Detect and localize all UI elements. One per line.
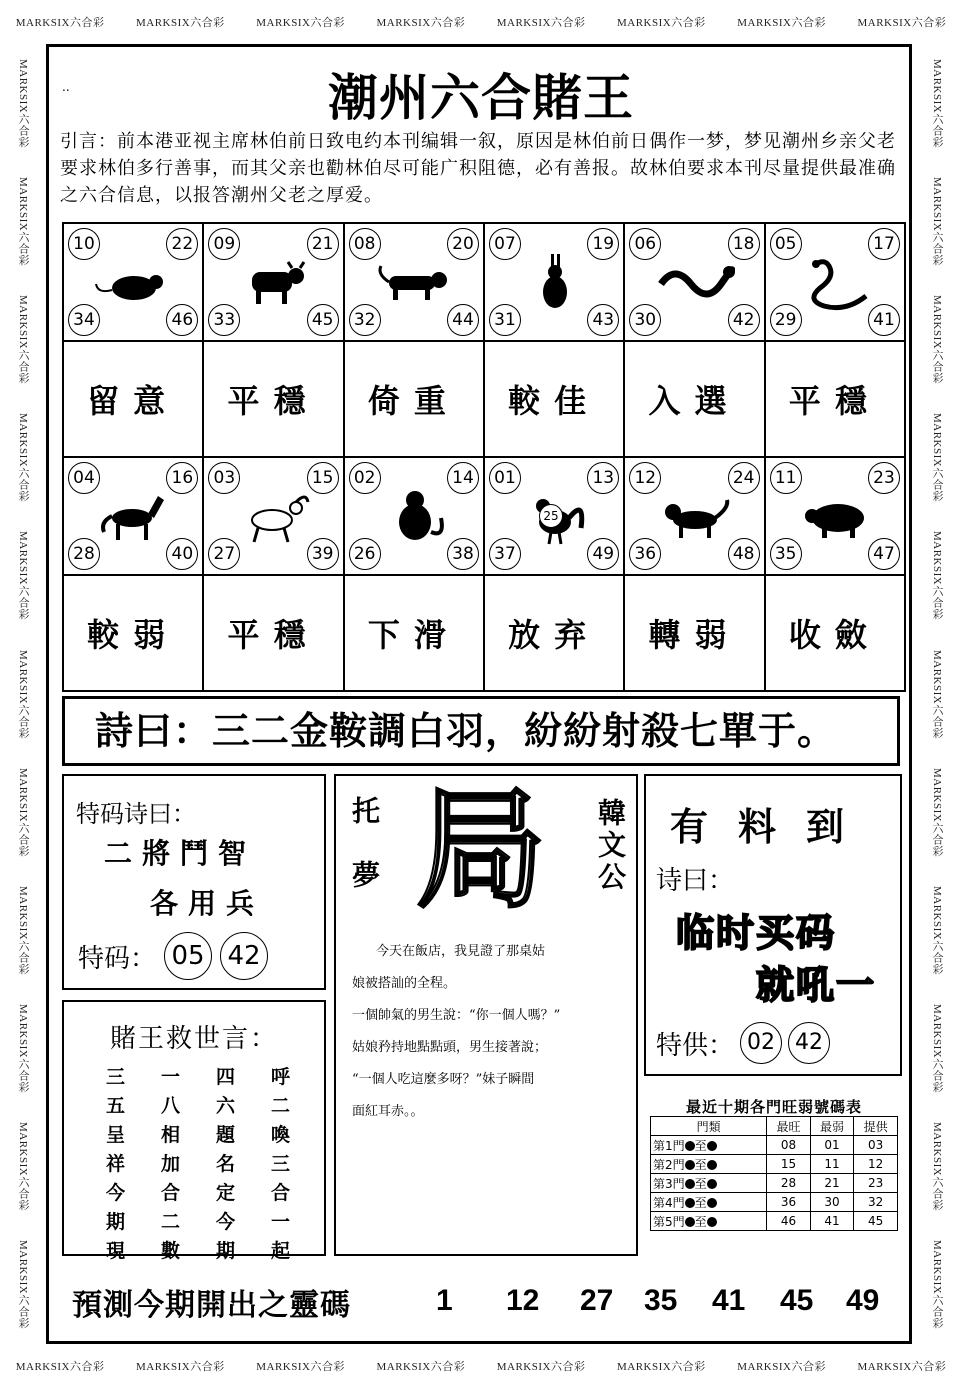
zodiac-cell [344, 457, 484, 575]
saying-char: 祥 [105, 1153, 125, 1175]
zodiac-number: 11 [770, 462, 802, 494]
zodiac-number: 40 [166, 538, 198, 570]
ball-icon [707, 1217, 717, 1227]
saying-char: 名 [215, 1153, 235, 1175]
zodiac-number: 30 [629, 304, 661, 336]
special-code-line2: 各用兵 [150, 887, 265, 920]
stats-door-label: 第1門 [653, 1138, 685, 1153]
table-row [651, 1212, 898, 1231]
border-label: MARKSIX六合彩 [931, 58, 943, 148]
special-code-label: 特码： [78, 943, 157, 974]
zodiac-number: 36 [629, 538, 661, 570]
zodiac-number: 25 [539, 504, 563, 528]
zodiac-number: 24 [728, 462, 760, 494]
stats-door-label: 第5門 [653, 1214, 685, 1229]
table-row [651, 1155, 898, 1174]
saying-char: 加 [160, 1153, 180, 1175]
zodiac-number: 04 [68, 462, 100, 494]
stats-range: 至 [694, 1138, 707, 1153]
zodiac-number: 44 [447, 304, 479, 336]
goat-icon [234, 488, 314, 548]
zodiac-number: 33 [208, 304, 240, 336]
stats-hi: 36 [767, 1193, 811, 1212]
stats-table [650, 1116, 898, 1231]
special-code-box [62, 774, 326, 990]
stats-range: 至 [694, 1157, 707, 1172]
tiger-icon [375, 254, 455, 314]
border-label: MARKSIX六合彩 [15, 1361, 105, 1373]
saying-char: 今 [105, 1182, 125, 1204]
border-label: MARKSIX六合彩 [931, 1240, 943, 1330]
zodiac-status: 平穩 [765, 341, 905, 457]
zodiac-status: 較弱 [63, 575, 203, 691]
zodiac-status: 入選 [624, 341, 764, 457]
saying-char: 六 [215, 1095, 235, 1117]
border-label: MARKSIX六合彩 [931, 531, 943, 621]
stats-header: 最旺 [767, 1117, 811, 1136]
border-top [0, 0, 962, 44]
saying-char: 呈 [105, 1124, 125, 1146]
saying-char: 八 [160, 1095, 180, 1117]
border-label: MARKSIX六合彩 [931, 176, 943, 266]
stats-lo: 21 [810, 1174, 854, 1193]
dog-icon [655, 488, 735, 548]
ball-icon [707, 1160, 717, 1170]
stats-header: 門類 [651, 1117, 767, 1136]
ball-icon [685, 1160, 695, 1170]
zodiac-cell [203, 223, 343, 341]
border-label: MARKSIX六合彩 [931, 413, 943, 502]
border-label: MARKSIX六合彩 [17, 1004, 29, 1093]
border-label: MARKSIX六合彩 [737, 17, 826, 29]
stats-lo: 30 [810, 1193, 854, 1212]
zodiac-cell [63, 223, 203, 341]
border-label: MARKSIX六合彩 [17, 531, 29, 621]
special-code-heading: 特码诗曰： [76, 800, 196, 828]
border-label: MARKSIX六合彩 [737, 1361, 826, 1373]
border-label: MARKSIX六合彩 [256, 17, 345, 29]
border-left [0, 44, 46, 1344]
saying-char: 數 [160, 1240, 180, 1262]
story-line: 面紅耳赤。。 [352, 1104, 424, 1119]
stats-range: 至 [694, 1214, 707, 1229]
tips-num: 42 [788, 1022, 830, 1064]
stats-hi: 08 [767, 1136, 811, 1155]
snake-icon [796, 254, 876, 314]
zodiac-number: 13 [587, 462, 619, 494]
predict-number: 49 [846, 1284, 880, 1317]
saying-char: 呼 [270, 1066, 290, 1088]
zodiac-number: 48 [728, 538, 760, 570]
stats-door [651, 1193, 767, 1212]
saying-char: 合 [160, 1182, 180, 1204]
border-label: MARKSIX六合彩 [617, 17, 706, 29]
border-label: MARKSIX六合彩 [136, 17, 225, 29]
zodiac-number: 02 [349, 462, 381, 494]
saying-char: 現 [105, 1240, 125, 1262]
zodiac-number: 21 [307, 228, 339, 260]
zodiac-number: 46 [166, 304, 198, 336]
ball-icon [707, 1179, 717, 1189]
border-label: MARKSIX六合彩 [931, 1122, 943, 1211]
pig-icon [796, 488, 876, 548]
zodiac-number: 49 [587, 538, 619, 570]
zodiac-cell [765, 457, 905, 575]
zodiac-cell [765, 223, 905, 341]
zodiac-number: 31 [489, 304, 521, 336]
stats-door-label: 第4門 [653, 1195, 685, 1210]
saying-char: 四 [215, 1066, 235, 1088]
predict-number: 1 [436, 1284, 453, 1317]
tips-box [644, 774, 902, 1076]
border-label: MARKSIX六合彩 [376, 1361, 466, 1373]
ox-icon [234, 254, 314, 314]
zodiac-number: 22 [166, 228, 198, 260]
stats-hi: 15 [767, 1155, 811, 1174]
zodiac-status: 倚重 [344, 341, 484, 457]
border-label: MARKSIX六合彩 [17, 58, 29, 148]
gambler-saying-box [62, 1000, 326, 1262]
saying-char: 三 [270, 1153, 290, 1175]
poem-banner: 詩曰：三二金鞍調白羽，紛紛射殺七單于。 [62, 696, 900, 766]
tips-label: 特供： [656, 1030, 735, 1061]
border-label: MARKSIX六合彩 [256, 1361, 345, 1373]
zodiac-number: 38 [447, 538, 479, 570]
saying-char: 相 [160, 1124, 180, 1146]
predict-number: 41 [712, 1284, 746, 1317]
stats-title: 最近十期各門旺弱號碼表 [685, 1098, 862, 1116]
table-row [651, 1174, 898, 1193]
border-label: MARKSIX六合彩 [931, 767, 943, 857]
tips-poem-label: 诗曰： [656, 866, 735, 896]
zodiac-number: 15 [307, 462, 339, 494]
ball-icon [685, 1198, 695, 1208]
gambler-saying-heading: 賭王救世言： [110, 1024, 279, 1054]
zodiac-status: 下滑 [344, 575, 484, 691]
tips-line1: 临时买码 [676, 911, 837, 955]
tips-num: 02 [740, 1022, 782, 1064]
border-label: MARKSIX六合彩 [17, 295, 29, 384]
saying-char: 五 [105, 1095, 125, 1117]
zodiac-status: 平穩 [203, 575, 343, 691]
stats-header: 最弱 [810, 1117, 854, 1136]
zodiac-number: 26 [349, 538, 381, 570]
saying-char: 起 [270, 1240, 290, 1262]
saying-char: 二 [270, 1095, 290, 1117]
stats-door [651, 1155, 767, 1174]
intro-text: 引言：前本港亚视主席林伯前日致电约本刊编辑一叙，原因是林伯前日偶作一梦，梦见潮州乡亲父老要求林伯多行善事，而其父亲也勸林伯尽可能广积阻德，必有善报。故林伯要求本刊尽量提供最准确之六合信息，以报答潮州父老之厚爱。 [60, 131, 896, 206]
stats-hi: 28 [767, 1174, 811, 1193]
border-label: MARKSIX六合彩 [931, 649, 943, 739]
zodiac-number: 17 [868, 228, 900, 260]
border-label: MARKSIX六合彩 [15, 17, 105, 29]
border-label: MARKSIX六合彩 [931, 1004, 943, 1093]
border-label: MARKSIX六合彩 [17, 1122, 29, 1211]
saying-char: 題 [215, 1124, 235, 1146]
stats-range: 至 [694, 1176, 707, 1191]
zodiac-number: 09 [208, 228, 240, 260]
rat-icon [94, 254, 174, 314]
zodiac-number: 39 [307, 538, 339, 570]
zodiac-status: 收斂 [765, 575, 905, 691]
border-label: MARKSIX六合彩 [931, 295, 943, 384]
tips-heading: 有料到 [670, 805, 875, 849]
zodiac-number: 14 [447, 462, 479, 494]
stats-give: 23 [854, 1174, 898, 1193]
ball-icon [707, 1198, 717, 1208]
zodiac-number: 03 [208, 462, 240, 494]
ball-icon [685, 1179, 695, 1189]
dragon-icon [655, 254, 735, 314]
zodiac-number: 32 [349, 304, 381, 336]
zodiac-cell [484, 223, 624, 341]
stats-give: 03 [854, 1136, 898, 1155]
border-label: MARKSIX六合彩 [931, 885, 943, 975]
stats-lo: 01 [810, 1136, 854, 1155]
zodiac-table [62, 222, 906, 692]
story-line: 今天在飯店，我見證了那桌姑 [376, 944, 546, 959]
ball-icon [685, 1217, 695, 1227]
story-line: 娘被搭訕的全程。 [352, 976, 457, 991]
predict-number: 45 [780, 1284, 814, 1317]
zodiac-number: 27 [208, 538, 240, 570]
zodiac-number: 34 [68, 304, 100, 336]
zodiac-number: 12 [629, 462, 661, 494]
special-code-num: 05 [164, 932, 212, 980]
zodiac-number: 01 [489, 462, 521, 494]
predict-number: 27 [580, 1284, 614, 1317]
stats-lo: 11 [810, 1155, 854, 1174]
saying-char: 期 [105, 1211, 125, 1233]
ball-icon [707, 1141, 717, 1151]
saying-char: 合 [270, 1182, 290, 1204]
story-line: 姑娘矜持地點點頭，男生接著說； [352, 1040, 548, 1055]
zodiac-number: 41 [868, 304, 900, 336]
saying-char: 一 [160, 1066, 180, 1088]
border-right [912, 44, 962, 1344]
zodiac-number: 16 [166, 462, 198, 494]
zodiac-number: 19 [587, 228, 619, 260]
zodiac-status: 轉弱 [624, 575, 764, 691]
zodiac-number: 10 [68, 228, 100, 260]
zodiac-cell [624, 223, 764, 341]
zodiac-status: 留意 [63, 341, 203, 457]
stats-door-label: 第3門 [653, 1176, 685, 1191]
stats-header: 提供 [854, 1117, 898, 1136]
zodiac-number: 18 [728, 228, 760, 260]
zodiac-number: 35 [770, 538, 802, 570]
dream-big-char: 局 [416, 774, 547, 926]
table-row [651, 1136, 898, 1155]
border-label: MARKSIX六合彩 [17, 176, 29, 266]
border-bottom [0, 1344, 962, 1388]
saying-grid [88, 1062, 308, 1263]
stats-lo: 41 [810, 1212, 854, 1231]
saying-char: 期 [215, 1240, 235, 1262]
zodiac-number: 47 [868, 538, 900, 570]
saying-char: 一 [270, 1211, 290, 1233]
border-label: MARKSIX六合彩 [857, 17, 947, 29]
dream-right-label: 韓文公 [594, 798, 627, 894]
ball-icon [685, 1141, 695, 1151]
zodiac-number: 23 [868, 462, 900, 494]
zodiac-number: 43 [587, 304, 619, 336]
stats-door [651, 1212, 767, 1231]
zodiac-number: 06 [629, 228, 661, 260]
saying-char: 喚 [270, 1124, 290, 1146]
saying-char: 定 [215, 1182, 235, 1204]
story-line: 一個帥氣的男生說：“你一個人嗎？” [352, 1008, 561, 1023]
story-line: “一個人吃這麼多呀？”妹子瞬間 [352, 1072, 535, 1087]
saying-char: 今 [215, 1211, 235, 1233]
zodiac-cell [203, 457, 343, 575]
border-label: MARKSIX六合彩 [136, 1361, 225, 1373]
zodiac-number: 05 [770, 228, 802, 260]
border-label: MARKSIX六合彩 [376, 17, 466, 29]
tips-line2: 就吼一 [756, 963, 877, 1007]
border-label: MARKSIX六合彩 [17, 885, 29, 975]
page-title: 潮州六合賭王 [328, 68, 634, 127]
dots: .. [62, 80, 70, 94]
zodiac-number: 29 [770, 304, 802, 336]
dream-box [334, 774, 638, 1256]
border-label: MARKSIX六合彩 [17, 413, 29, 502]
special-code-num: 42 [220, 932, 268, 980]
zodiac-number: 42 [728, 304, 760, 336]
dream-story [352, 936, 560, 1128]
stats-door [651, 1136, 767, 1155]
zodiac-number: 45 [307, 304, 339, 336]
border-label: MARKSIX六合彩 [17, 649, 29, 739]
zodiac-number: 20 [447, 228, 479, 260]
stats-door [651, 1174, 767, 1193]
border-label: MARKSIX六合彩 [496, 17, 586, 29]
zodiac-status: 放弃 [484, 575, 624, 691]
saying-char: 三 [105, 1066, 125, 1088]
zodiac-cell [484, 457, 624, 575]
zodiac-cell [624, 457, 764, 575]
border-label: MARKSIX六合彩 [496, 1361, 586, 1373]
table-row [651, 1193, 898, 1212]
border-label: MARKSIX六合彩 [17, 1240, 29, 1330]
zodiac-number: 08 [349, 228, 381, 260]
monkey-icon [375, 488, 455, 548]
zodiac-cell [63, 457, 203, 575]
stats-hi: 46 [767, 1212, 811, 1231]
border-label: MARKSIX六合彩 [617, 1361, 706, 1373]
predict-number: 35 [644, 1284, 678, 1317]
stats-range: 至 [694, 1195, 707, 1210]
predict-label: 預測今期開出之靈碼 [72, 1288, 351, 1323]
border-label: MARKSIX六合彩 [857, 1361, 947, 1373]
zodiac-number: 37 [489, 538, 521, 570]
special-code-line1: 二將鬥智 [104, 837, 257, 870]
horse-icon [94, 488, 174, 548]
zodiac-status: 較佳 [484, 341, 624, 457]
dream-left-label: 托夢 [348, 796, 381, 924]
zodiac-status: 平穩 [203, 341, 343, 457]
zodiac-number: 28 [68, 538, 100, 570]
zodiac-number: 07 [489, 228, 521, 260]
predict-number: 12 [506, 1284, 540, 1317]
stats-give: 32 [854, 1193, 898, 1212]
border-label: MARKSIX六合彩 [17, 767, 29, 857]
stats-door-label: 第2門 [653, 1157, 685, 1172]
stats-give: 12 [854, 1155, 898, 1174]
stats-give: 45 [854, 1212, 898, 1231]
zodiac-cell [344, 223, 484, 341]
saying-char: 二 [160, 1211, 180, 1233]
rabbit-icon [515, 254, 595, 314]
